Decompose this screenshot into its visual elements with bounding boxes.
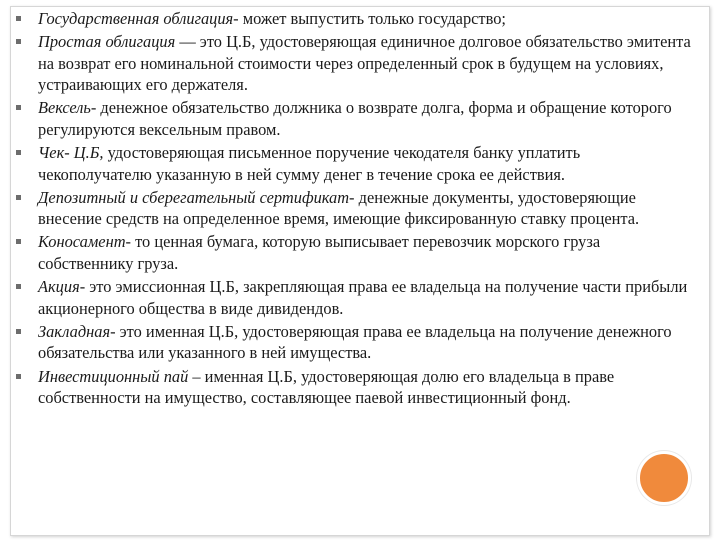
item-text: это эмиссионная Ц.Б, закрепляющая права ее владельца на получение части прибыли акционерного общества в виде дивидендов. <box>38 277 688 318</box>
item-text: денежное обязательство должника о возврате долга, форма и обращение которого регулируются вексельным правом. <box>38 98 672 139</box>
item-text: — это Ц.Б, удостоверяющая единичное долговое обязательство эмитента на возврат его номинальной стоимости через определенный срок в будущем на условиях, устраивающих его держателя. <box>38 32 691 95</box>
square-bullet-icon <box>16 150 21 155</box>
item-text: денежные документы, удостоверяющие внесение средств на определенное время, имеющие фиксированную ставку процента. <box>38 187 640 229</box>
square-bullet-icon <box>16 284 21 289</box>
item-term: Государственная облигация- <box>38 9 239 28</box>
item-text: то ценная бумага, которую выписывает перевозчик морского груза собственнику груза. <box>38 232 601 274</box>
square-bullet-icon <box>16 105 21 110</box>
square-bullet-icon <box>16 39 21 44</box>
item-term: Закладная- <box>38 321 116 341</box>
item-term: Депозитный и сберегательный сертификат- <box>38 187 355 207</box>
list-item <box>14 321 694 364</box>
definition-list <box>14 8 694 409</box>
list-item <box>14 366 694 409</box>
list-item <box>14 231 694 274</box>
list-item <box>14 187 694 230</box>
square-bullet-icon <box>16 374 21 379</box>
item-term: Инвестиционный пай <box>38 366 189 386</box>
item-term: Коносамент- <box>38 232 131 252</box>
list-item <box>14 142 694 185</box>
square-bullet-icon <box>16 239 21 244</box>
square-bullet-icon <box>16 195 21 200</box>
list-item <box>14 8 694 30</box>
slide-content <box>14 8 694 410</box>
orange-circle-decoration <box>637 451 691 505</box>
square-bullet-icon <box>16 16 21 21</box>
item-term: Чек- Ц.Б, <box>38 143 104 163</box>
item-text: может выпустить только государство; <box>238 9 506 28</box>
item-text: это именная Ц.Б, удостоверяющая права ее владельца на получение денежного обязательства или указанного в ней имущества. <box>38 321 672 363</box>
item-text: удостоверяющая письменное поручение чекодателя банку уплатить чекополучателю указанную в ней сумму денег в течение срока ее действия. <box>38 143 581 184</box>
item-term: Простая облигация <box>38 32 176 52</box>
item-term: Акция- <box>38 277 86 297</box>
item-term: Вексель- <box>38 98 97 118</box>
item-text: – именная Ц.Б, удостоверяющая долю его владельца в праве собственности на имущество, составляющее паевой инвестиционный фонд. <box>38 366 615 408</box>
square-bullet-icon <box>16 329 21 334</box>
list-item <box>14 276 694 319</box>
list-item <box>14 31 694 96</box>
list-item <box>14 97 694 140</box>
